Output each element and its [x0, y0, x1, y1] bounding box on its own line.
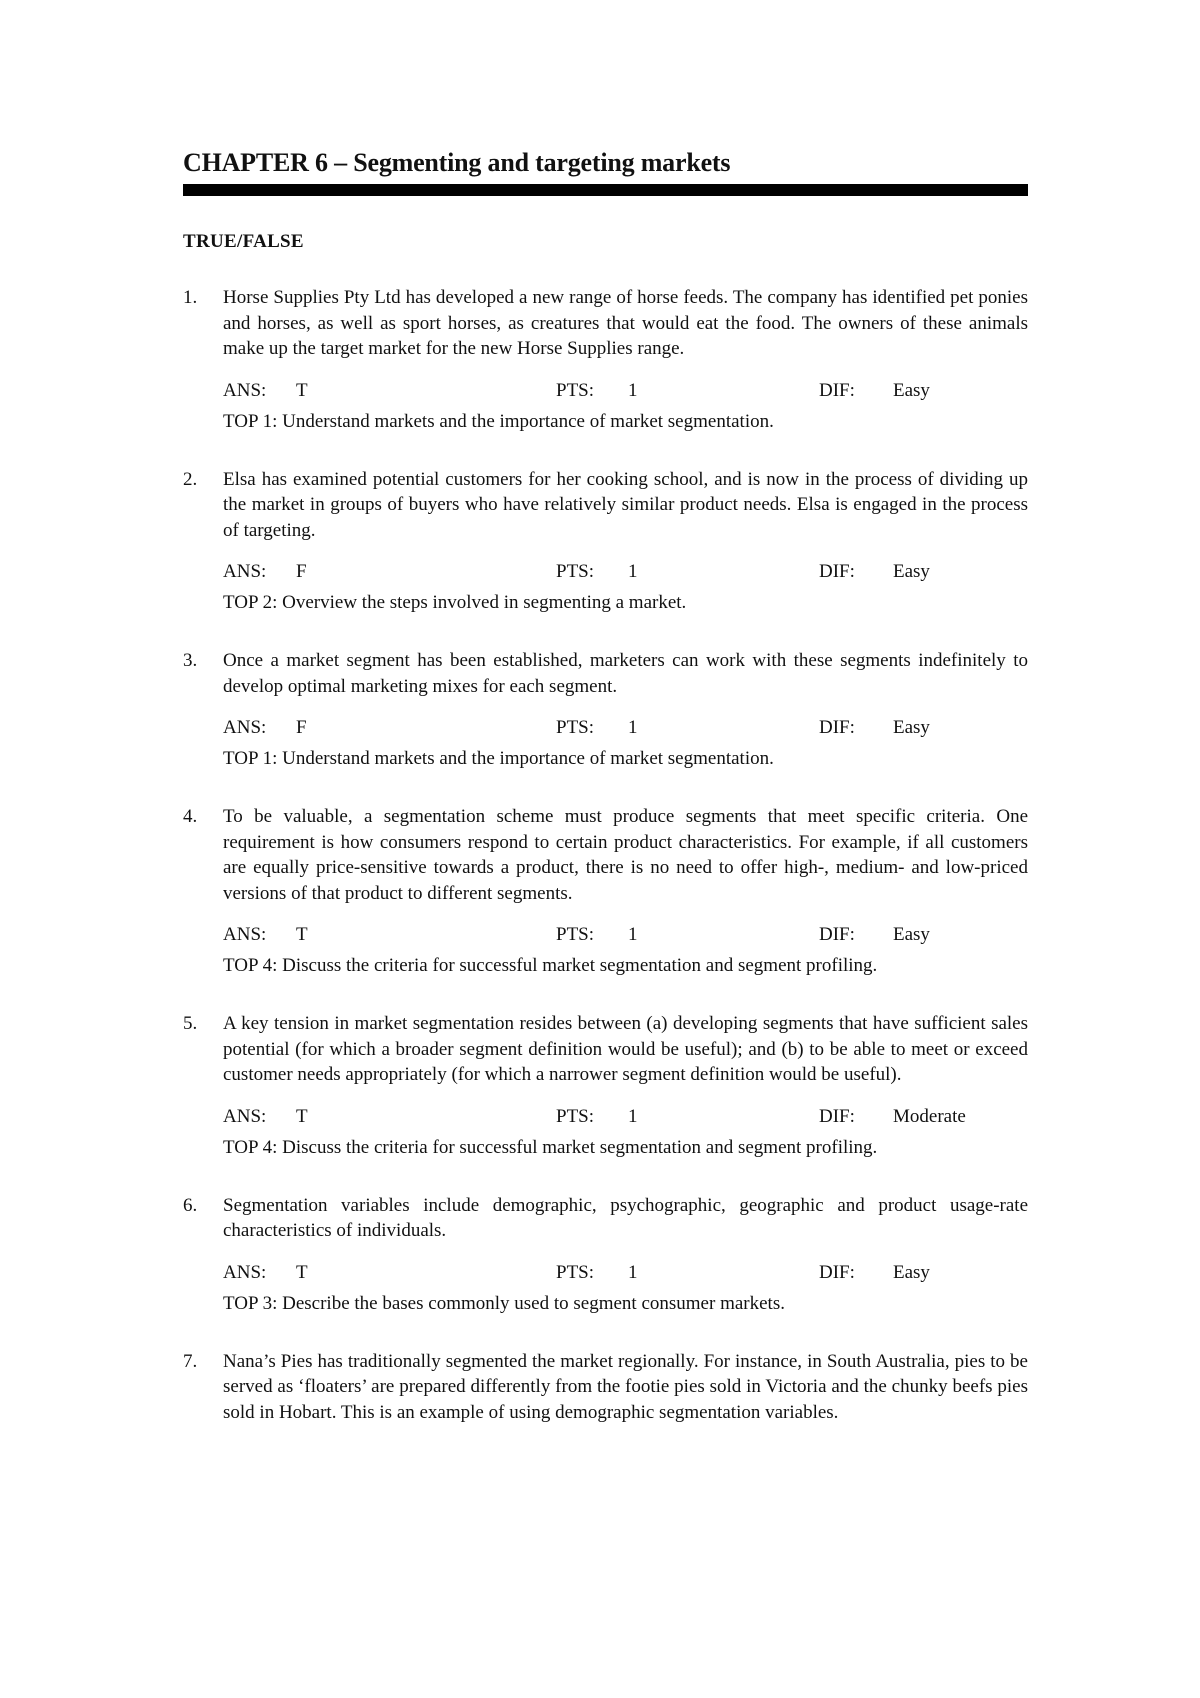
answer-field — [223, 1261, 556, 1285]
question-text: Segmentation variables include demographic, psychographic, geographic and product usage-rate characteristics of individuals. — [223, 1194, 1028, 1241]
question-item — [183, 1011, 1028, 1160]
question-number: 3. — [183, 650, 198, 671]
pts-label: PTS: — [556, 561, 595, 582]
answer-field — [223, 1105, 556, 1129]
pts-label: PTS: — [556, 1261, 595, 1283]
pts-label: PTS: — [556, 1105, 595, 1127]
points-field — [556, 716, 819, 740]
dif-value: Easy — [893, 717, 930, 738]
pts-label: PTS: — [556, 717, 595, 738]
question-body — [223, 1193, 1028, 1316]
question-number: 4. — [183, 806, 198, 827]
ans-label: ANS: — [223, 924, 267, 945]
dif-value: Easy — [893, 924, 930, 945]
pts-value: 1 — [628, 1105, 638, 1127]
question-body — [223, 804, 1028, 978]
topic-reference: TOP 4: Discuss the criteria for successful market segmentation and segment profiling. — [223, 1136, 878, 1158]
question-text: A key tension in market segmentation resides between (a) developing segments that have sufficient sales potential (for which a broader segment definition would be useful); and (b) to be able to meet or exceed customer needs appropriately (for which a narrower segment definition would be useful). — [223, 1013, 1028, 1085]
question-text: Nana’s Pies has traditionally segmented the market regionally. For instance, in South Australia, pies to be served as ‘floaters’ are prepared differently from the footie pies sold in Victoria and the chunky beefs pies sold in Hobart. This is an example of using demographic segmentation variables. — [223, 1350, 1028, 1423]
ans-label: ANS: — [223, 717, 267, 738]
points-field — [556, 379, 819, 403]
dif-label: DIF: — [819, 379, 855, 401]
pts-label: PTS: — [556, 924, 595, 945]
dif-label: DIF: — [819, 1261, 855, 1283]
ans-value: F — [296, 561, 307, 582]
difficulty-field — [819, 923, 930, 947]
question-number: 7. — [183, 1350, 198, 1372]
dif-value: Easy — [893, 561, 930, 582]
question-item — [183, 648, 1028, 771]
points-field — [556, 560, 819, 584]
answer-row — [223, 716, 1028, 740]
topic-reference: TOP 2: Overview the steps involved in segmenting a market. — [223, 592, 687, 613]
title-rule — [183, 184, 1028, 196]
question-body — [223, 648, 1028, 771]
question-item — [183, 804, 1028, 978]
topic-reference: TOP 1: Understand markets and the importance of market segmentation. — [223, 748, 774, 769]
pts-value: 1 — [628, 379, 638, 401]
pts-label: PTS: — [556, 379, 595, 401]
ans-value: T — [296, 379, 308, 401]
question-list — [183, 285, 1028, 1425]
question-text: Elsa has examined potential customers for her cooking school, and is now in the process of dividing up the market in groups of buyers who have relatively similar product needs. Elsa is engaged in the process of targeting. — [223, 468, 1028, 541]
answer-row — [223, 560, 1028, 584]
topic-reference: TOP 4: Discuss the criteria for successful market segmentation and segment profiling. — [223, 955, 878, 976]
question-text: Once a market segment has been established, marketers can work with these segments indefinitely to develop optimal marketing mixes for each segment. — [223, 650, 1028, 697]
ans-label: ANS: — [223, 1105, 267, 1127]
question-item — [183, 1193, 1028, 1316]
ans-label: ANS: — [223, 1261, 267, 1283]
answer-row — [223, 1105, 1028, 1129]
ans-value: T — [296, 1105, 308, 1127]
difficulty-field — [819, 560, 930, 584]
section-heading: TRUE/FALSE — [183, 231, 304, 252]
question-body — [223, 1349, 1028, 1426]
question-text: To be valuable, a segmentation scheme must produce segments that meet specific criteria. One requirement is how consumers respond to certain product characteristics. For example, if all customers are equally price-sensitive towards a product, there is no need to offer high-, medium- and low-priced versions of that product to different segments. — [223, 806, 1028, 904]
question-number: 5. — [183, 1013, 198, 1034]
difficulty-field — [819, 716, 930, 740]
dif-value: Easy — [893, 379, 930, 401]
question-body — [223, 467, 1028, 616]
question-item — [183, 285, 1028, 434]
question-number: 2. — [183, 468, 198, 490]
answer-row — [223, 923, 1028, 947]
question-item — [183, 1349, 1028, 1426]
pts-value: 1 — [628, 561, 638, 582]
dif-label: DIF: — [819, 561, 855, 582]
dif-value: Moderate — [893, 1105, 966, 1127]
question-text: Horse Supplies Pty Ltd has developed a new range of horse feeds. The company has identified pet ponies and horses, as well as sport horses, as creatures that would eat the food. The owners of these animals make up the target market for the new Horse Supplies range. — [223, 287, 1028, 359]
question-item — [183, 467, 1028, 616]
answer-field — [223, 923, 556, 947]
topic-reference: TOP 1: Understand markets and the importance of market segmentation. — [223, 410, 774, 432]
ans-value: F — [296, 717, 307, 738]
pts-value: 1 — [628, 1261, 638, 1283]
question-number: 1. — [183, 287, 198, 308]
answer-field — [223, 560, 556, 584]
question-number: 6. — [183, 1194, 198, 1216]
question-body — [223, 285, 1028, 434]
pts-value: 1 — [628, 924, 638, 945]
page-content — [183, 146, 1028, 1458]
dif-value: Easy — [893, 1261, 930, 1283]
question-body — [223, 1011, 1028, 1160]
difficulty-field — [819, 1261, 930, 1285]
dif-label: DIF: — [819, 924, 855, 945]
chapter-title: CHAPTER 6 – Segmenting and targeting markets — [183, 148, 731, 177]
ans-value: T — [296, 924, 308, 945]
points-field — [556, 1105, 819, 1129]
ans-label: ANS: — [223, 379, 267, 401]
ans-value: T — [296, 1261, 308, 1283]
topic-reference: TOP 3: Describe the bases commonly used to segment consumer markets. — [223, 1292, 785, 1314]
points-field — [556, 1261, 819, 1285]
answer-row — [223, 1261, 1028, 1285]
points-field — [556, 923, 819, 947]
ans-label: ANS: — [223, 561, 267, 582]
dif-label: DIF: — [819, 1105, 855, 1127]
answer-field — [223, 379, 556, 403]
pts-value: 1 — [628, 717, 638, 738]
dif-label: DIF: — [819, 717, 855, 738]
difficulty-field — [819, 379, 930, 403]
answer-field — [223, 716, 556, 740]
answer-row — [223, 379, 1028, 403]
difficulty-field — [819, 1105, 966, 1129]
